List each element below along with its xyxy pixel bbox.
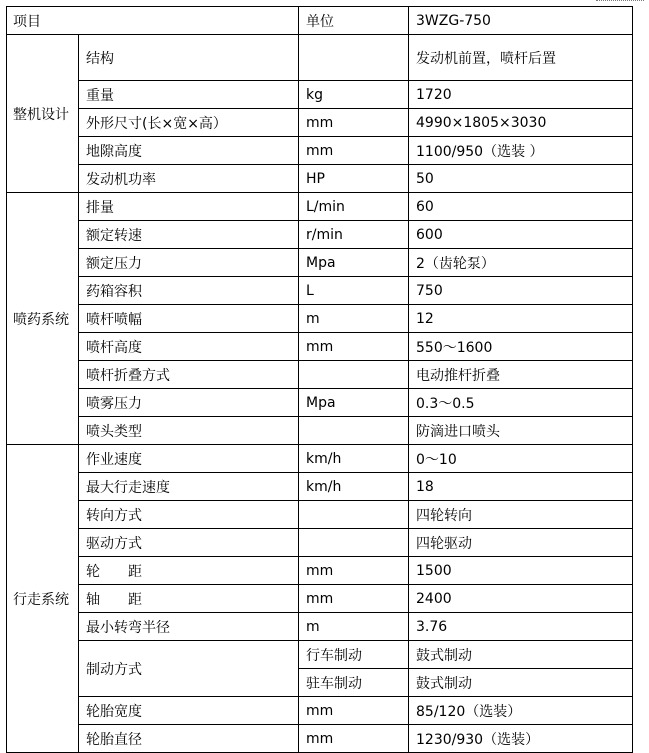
param-name: 最大行走速度 [79, 473, 299, 501]
unit-cell [299, 501, 409, 529]
value-cell: 0.3～0.5 [409, 389, 633, 417]
param-name: 重量 [79, 81, 299, 109]
unit-cell: mm [299, 333, 409, 361]
spec-table [6, 6, 633, 753]
table-row [7, 193, 633, 221]
param-name: 作业速度 [79, 445, 299, 473]
value-cell: 18 [409, 473, 633, 501]
table-row [7, 501, 633, 529]
value-cell: 550～1600 [409, 333, 633, 361]
table-row [7, 305, 633, 333]
value-cell: 1720 [409, 81, 633, 109]
table-row [7, 697, 633, 725]
unit-cell: 行车制动 [299, 641, 409, 669]
unit-cell: m [299, 613, 409, 641]
value-cell: 防滴进口喷头 [409, 417, 633, 445]
table-row [7, 109, 633, 137]
value-cell: 12 [409, 305, 633, 333]
group-name: 喷药系统 [7, 193, 79, 445]
value-cell: 85/120（选装） [409, 697, 633, 725]
unit-cell: mm [299, 697, 409, 725]
param-name: 制动方式 [79, 641, 299, 697]
header-row [7, 7, 633, 35]
table-row [7, 221, 633, 249]
table-row [7, 81, 633, 109]
unit-cell: L/min [299, 193, 409, 221]
unit-cell: Mpa [299, 389, 409, 417]
value-cell: 电动推杆折叠 [409, 361, 633, 389]
param-name: 结构 [79, 35, 299, 81]
param-name: 喷杆折叠方式 [79, 361, 299, 389]
unit-cell [299, 361, 409, 389]
unit-cell: kg [299, 81, 409, 109]
table-row [7, 361, 633, 389]
value-cell: 四轮转向 [409, 501, 633, 529]
value-cell: 鼓式制动 [409, 641, 633, 669]
unit-cell: km/h [299, 445, 409, 473]
value-cell: 600 [409, 221, 633, 249]
param-name: 排量 [79, 193, 299, 221]
param-name: 喷杆高度 [79, 333, 299, 361]
spec-table-body [7, 7, 633, 753]
value-cell: 2（齿轮泵） [409, 249, 633, 277]
param-name: 发动机功率 [79, 165, 299, 193]
table-row [7, 35, 633, 81]
unit-cell [299, 529, 409, 557]
param-name: 轮胎直径 [79, 725, 299, 753]
param-name: 外形尺寸(长×宽×高） [79, 109, 299, 137]
value-cell: 4990×1805×3030 [409, 109, 633, 137]
table-row [7, 249, 633, 277]
table-row [7, 333, 633, 361]
unit-cell: km/h [299, 473, 409, 501]
top-edge-marker [596, 0, 644, 2]
param-name: 喷头类型 [79, 417, 299, 445]
param-name: 喷杆喷幅 [79, 305, 299, 333]
table-row [7, 277, 633, 305]
unit-cell: mm [299, 585, 409, 613]
param-name: 喷雾压力 [79, 389, 299, 417]
value-cell: 1500 [409, 557, 633, 585]
table-row [7, 473, 633, 501]
param-name: 额定转速 [79, 221, 299, 249]
value-cell: 1100/950（选装 ） [409, 137, 633, 165]
unit-cell: mm [299, 725, 409, 753]
table-row [7, 557, 633, 585]
unit-cell: L [299, 277, 409, 305]
param-name: 额定压力 [79, 249, 299, 277]
param-name: 最小转弯半径 [79, 613, 299, 641]
table-row [7, 137, 633, 165]
param-name: 轮 距 [79, 557, 299, 585]
table-row [7, 613, 633, 641]
table-row [7, 725, 633, 753]
unit-cell: r/min [299, 221, 409, 249]
group-name: 整机设计 [7, 35, 79, 193]
header-item: 项目 [7, 7, 299, 35]
table-row [7, 445, 633, 473]
value-cell: 发动机前置，喷杆后置 [409, 35, 633, 81]
unit-cell: HP [299, 165, 409, 193]
value-cell: 50 [409, 165, 633, 193]
unit-cell: Mpa [299, 249, 409, 277]
value-cell: 0～10 [409, 445, 633, 473]
unit-cell: mm [299, 137, 409, 165]
param-name: 轴 距 [79, 585, 299, 613]
table-row [7, 417, 633, 445]
param-name: 转向方式 [79, 501, 299, 529]
group-name: 行走系统 [7, 445, 79, 753]
unit-cell: mm [299, 557, 409, 585]
value-cell: 3.76 [409, 613, 633, 641]
table-row [7, 585, 633, 613]
table-row [7, 389, 633, 417]
param-name: 驱动方式 [79, 529, 299, 557]
value-cell: 2400 [409, 585, 633, 613]
header-model: 3WZG-750 [409, 7, 633, 35]
unit-cell [299, 417, 409, 445]
value-cell: 1230/930（选装） [409, 725, 633, 753]
unit-cell [299, 35, 409, 81]
value-cell: 750 [409, 277, 633, 305]
param-name: 轮胎宽度 [79, 697, 299, 725]
value-cell: 60 [409, 193, 633, 221]
param-name: 药箱容积 [79, 277, 299, 305]
table-row [7, 641, 633, 669]
param-name: 地隙高度 [79, 137, 299, 165]
header-unit: 单位 [299, 7, 409, 35]
value-cell: 四轮驱动 [409, 529, 633, 557]
unit-cell: mm [299, 109, 409, 137]
table-row [7, 529, 633, 557]
table-row [7, 165, 633, 193]
value-cell: 鼓式制动 [409, 669, 633, 697]
unit-cell: 驻车制动 [299, 669, 409, 697]
unit-cell: m [299, 305, 409, 333]
